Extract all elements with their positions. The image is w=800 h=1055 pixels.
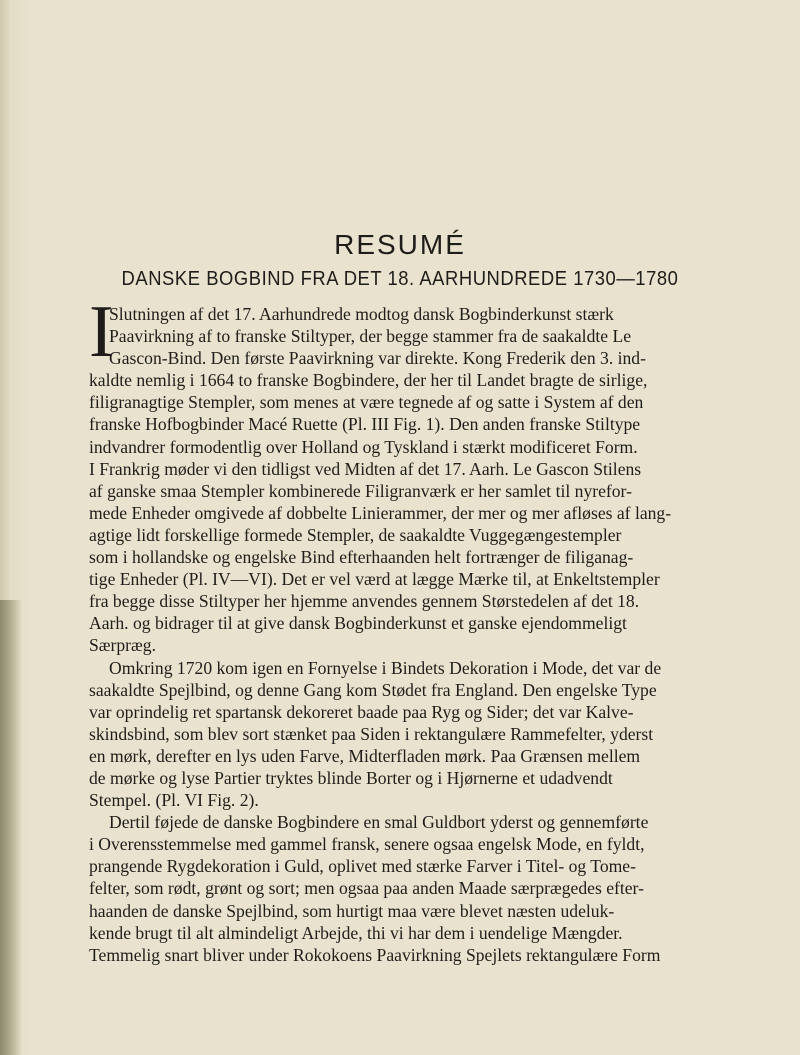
text-line: kaldte nemlig i 1664 to franske Bogbindere, der her til Landet bragte de sirlige, [89,370,648,391]
text-line: skindsbind, som blev sort stænket paa Siden i rektangulære Rammefelter, yderst [89,723,654,744]
text-line: Slutningen af det 17. Aarhundrede modtog dansk Bogbinderkunst stærk [109,304,614,324]
text-line: Temmelig snart bliver under Rokokoens Paavirkning Spejlets rektangulære Form [89,944,661,965]
text-line: franske Hofbogbinder Macé Ruette (Pl. III Fig. 1). Den anden franske Stiltype [89,414,641,435]
page-title: RESUMÉ [334,229,466,260]
text-line: Omkring 1720 kom igen en Fornyelse i Bindets Dekoration i Mode, det var de [109,657,662,678]
text-line: filigranagtige Stempler, som menes at være tegnede af og satte i System af den [89,392,644,413]
drop-cap: I [89,291,114,373]
text-line: Aarh. og bidrager til at give dansk Bogbinderkunst et ganske ejendommeligt [89,613,627,634]
text-line: i Overensstemmelse med gammel fransk, senere ogsaa engelsk Mode, en fyldt, [89,834,645,855]
text-line: en mørk, derefter en lys uden Farve, Midterfladen mørk. Paa Grænsen mellem [89,745,641,766]
text-line: saakaldte Spejlbind, og denne Gang kom Stødet fra England. Den engelske Type [89,679,657,700]
text-line: I Frankrig møder vi den tidligst ved Midten af det 17. Aarh. Le Gascon Stilens [89,458,642,479]
text-line: mede Enheder omgivede af dobbelte Linierammer, der mer og mer afløses af lang- [89,502,672,523]
text-line: prangende Rygdekoration i Guld, oplivet med stærke Farver i Titel- og Tome- [89,856,636,877]
text-line: fra begge disse Stiltyper her hjemme anvendes gennem Størstedelen af det 18. [89,591,640,612]
page-edge-shadow [0,600,22,1055]
text-line: haanden de danske Spejlbind, som hurtigt maa være blevet næsten udeluk- [89,900,615,921]
page-subtitle: DANSKE BOGBIND FRA DET 18. AARHUNDREDE 1730—1780 [121,268,679,290]
text-line: var oprindelig ret spartansk dekoreret baade paa Ryg og Sider; det var Kalve- [89,701,634,722]
text-line: Særpræg. [89,635,156,656]
text-line: Gascon-Bind. Den første Paavirkning var direkte. Kong Frederik den 3. ind- [109,348,646,369]
body-text [89,303,706,966]
text-line: Stempel. (Pl. VI Fig. 2). [89,790,259,811]
text-line: kende brugt til alt almindeligt Arbejde, thi vi har dem i uendelige Mængder. [89,922,623,943]
text-line: tige Enheder (Pl. IV—VI). Det er vel værd at lægge Mærke til, at Enkeltstempler [89,569,660,590]
text-line: agtige lidt forskellige formede Stempler, de saakaldte Vuggegængestempler [89,524,622,545]
text-line: de mørke og lyse Partier tryktes blinde Borter og i Hjørnerne et udadvendt [89,767,613,788]
text-line: indvandrer formodentlig over Holland og Tyskland i stærkt modificeret Form. [89,436,638,457]
text-line: som i hollandske og engelske Bind efterhaanden helt fortrænger de filiganag- [89,547,634,568]
text-line: Paavirkning af to franske Stiltyper, der begge stammer fra de saakaldte Le [109,326,632,347]
text-line: af ganske smaa Stempler kombinerede Filigranværk er her samlet til nyrefor- [89,480,632,501]
text-line: felter, som rødt, grønt og sort; men ogsaa paa anden Maade særprægedes efter- [89,878,644,899]
text-line: Dertil føjede de danske Bogbindere en smal Guldbort yderst og gennemførte [109,812,649,833]
